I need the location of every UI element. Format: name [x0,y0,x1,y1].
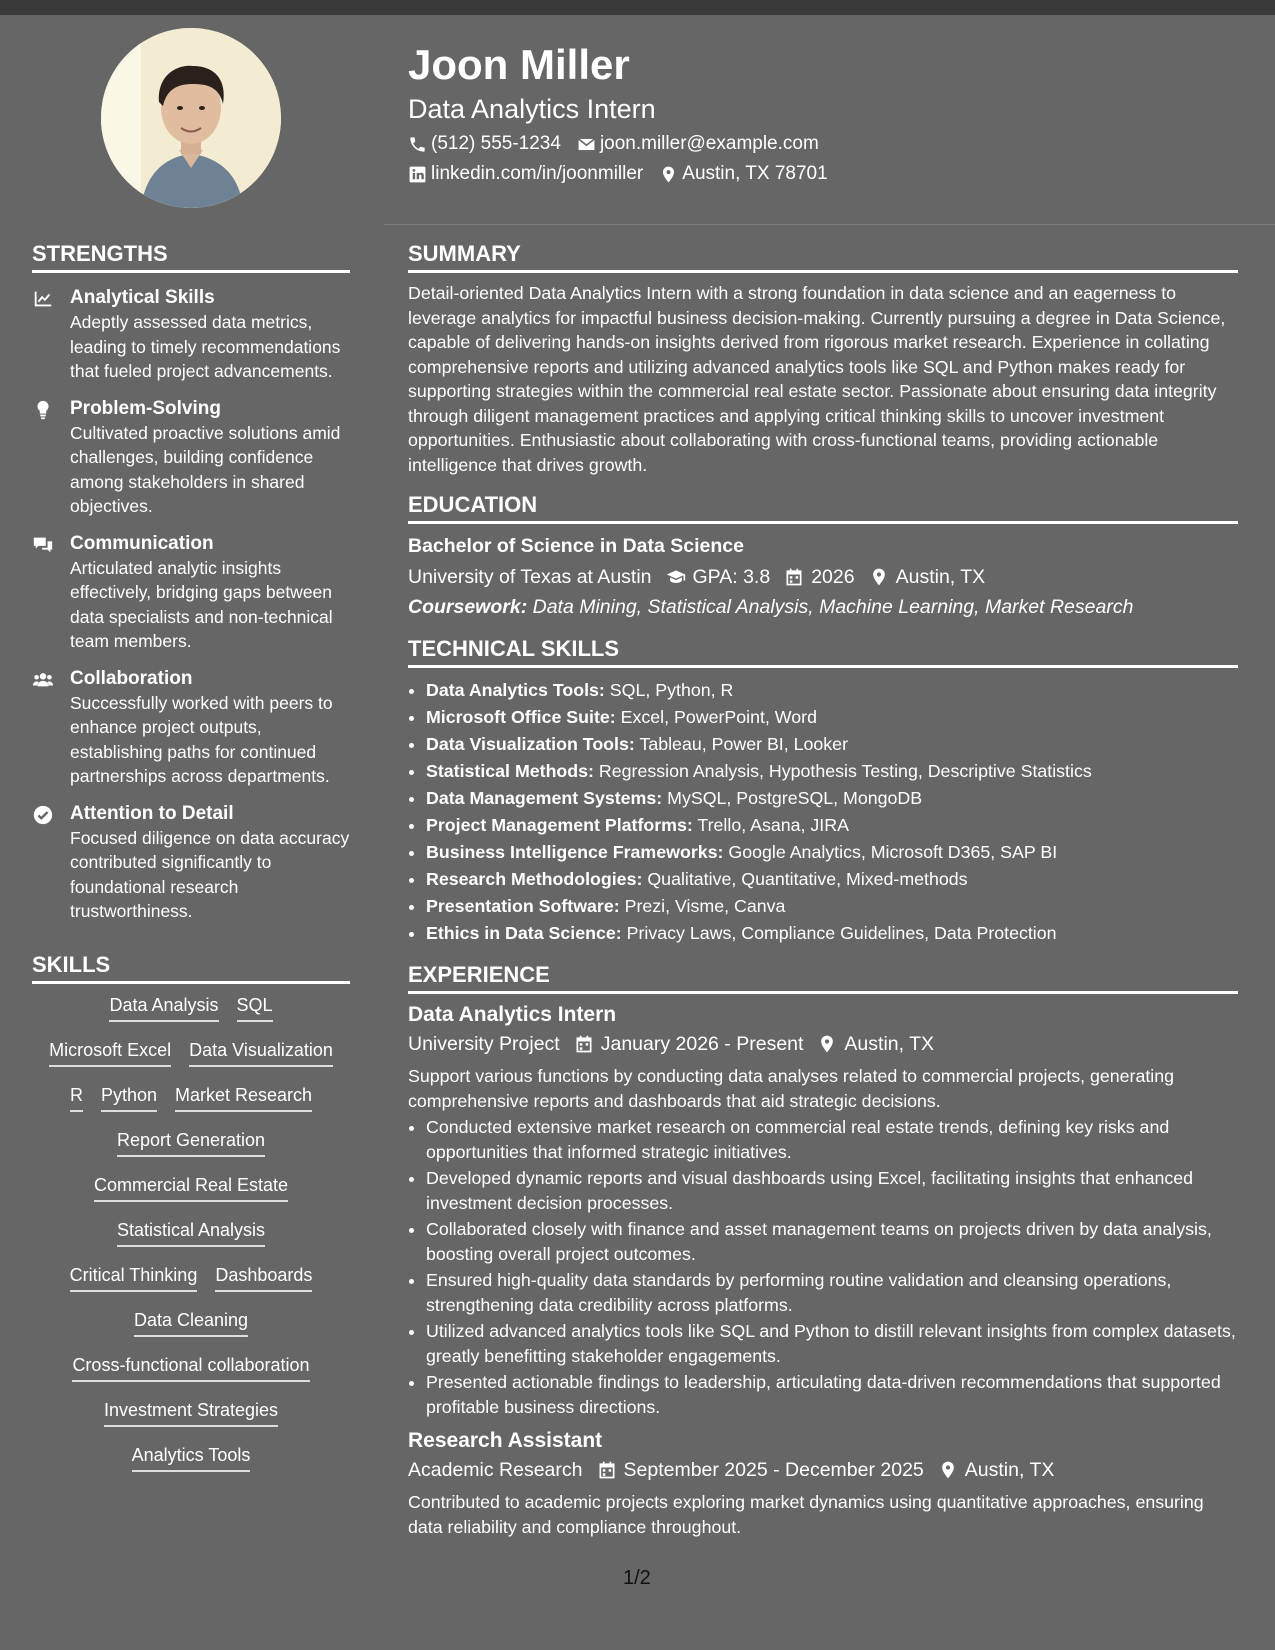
linkedin-icon [408,165,427,184]
strength-item [32,397,350,519]
tech-skill-label: Presentation Software: [426,896,620,916]
skill-tag: Report Generation [117,1128,265,1157]
strength-title: Problem-Solving [70,397,221,419]
skill-tag: Python [101,1083,157,1112]
strength-desc: Focused diligence on data accuracy contributed significantly to foundational research trustworthiness. [70,827,350,921]
calendar-icon [597,1460,617,1480]
job-title: Data Analytics Intern [408,1003,617,1026]
job-location: Austin, TX [844,1033,935,1055]
skill-tag: Market Research [175,1083,312,1112]
job-meta [408,1030,1238,1058]
job-bullets [408,1115,1238,1419]
skill-tag: SQL [237,993,273,1022]
skill-tag: Statistical Analysis [117,1218,265,1247]
tech-skill-label: Microsoft Office Suite: [426,707,616,727]
left-column [32,240,350,1488]
header-divider [384,224,1275,225]
tech-skill-label: Data Visualization Tools: [426,734,635,754]
tech-skill-item [426,812,1238,839]
tech-skill-value: SQL, Python, R [609,680,734,700]
linkedin-contact[interactable] [408,162,643,186]
skills-heading: SKILLS [32,951,350,984]
skill-tag: Analytics Tools [132,1443,251,1472]
contact-row-2 [408,162,1248,186]
coursework [408,593,1238,621]
job-entry [408,1427,1238,1539]
graduation-year: 2026 [811,566,855,588]
tech-skill-item [426,785,1238,812]
page-indicator: 1/2 [623,1567,651,1589]
job-bullet: • Developed dynamic reports and visual dashboards using Excel, facilitating insights that enhanced investment decision processes. [426,1166,1238,1215]
contact-row-1 [408,132,1248,156]
job-bullet: • Utilized advanced analytics tools like SQL and Python to distill relevant insights from complex datasets, greatly benefitting stakeholder engagements. [426,1319,1238,1368]
skill-line [32,1398,350,1443]
right-column [408,240,1238,1539]
graduation-cap-icon [666,567,686,587]
skill-tag: Investment Strategies [104,1398,278,1427]
tech-skill-item [426,839,1238,866]
tech-skill-item [426,758,1238,785]
job-dates: September 2025 - December 2025 [623,1459,924,1481]
tech-skill-label: Business Intelligence Frameworks: [426,842,724,862]
tech-skill-label: Research Methodologies: [426,869,643,889]
strength-desc: Cultivated proactive solutions amid challenges, building confidence among stakeholders in shared objectives. [70,422,341,516]
skill-tag: Data Cleaning [134,1308,248,1337]
calendar-icon [784,567,804,587]
skill-tag: Data Visualization [189,1038,333,1067]
gpa-text: GPA: 3.8 [692,566,771,588]
tech-skill-label: Data Analytics Tools: [426,680,605,700]
coursework-text: Data Mining, Statistical Analysis, Machine Learning, Market Research [532,596,1134,618]
education-meta [408,563,1238,591]
strength-title: Collaboration [70,667,193,689]
strength-desc: Articulated analytic insights effectively, bridging gaps between data specialists and non-technical team members. [70,557,333,651]
strength-title: Analytical Skills [70,287,215,308]
skill-line [32,1038,350,1083]
strength-title: Attention to Detail [70,802,234,824]
education-heading: EDUCATION [408,491,1238,524]
profile-photo [101,28,281,208]
comments-icon [32,534,54,556]
job-summary: Contributed to academic projects exploring market dynamics using quantitative approaches, ensuring data reliability and compliance throughout. [408,1492,1204,1537]
skill-tag: Dashboards [215,1263,312,1292]
map-pin-icon [938,1460,958,1480]
skill-tag: Data Analysis [109,993,218,1022]
job-entry [408,1001,1238,1419]
skill-tag: Cross-functional collaboration [72,1353,309,1382]
map-pin-icon [659,165,678,184]
skill-tag: Commercial Real Estate [94,1173,288,1202]
skill-line [32,993,350,1038]
summary-heading: SUMMARY [408,240,1238,273]
tech-skill-value: Excel, PowerPoint, Word [620,707,817,727]
degree-title: Bachelor of Science in Data Science [408,535,744,557]
school-name: University of Texas at Austin [408,566,652,588]
strength-item [32,532,350,654]
strengths-heading: STRENGTHS [32,240,350,273]
skill-tag: Microsoft Excel [49,1038,171,1067]
job-bullet: • Ensured high-quality data standards by performing routine validation and cleansing operations, strengthening data credibility across platforms. [426,1268,1238,1317]
envelope-icon [577,135,596,154]
map-pin-icon [817,1034,837,1054]
tech-skill-value: MySQL, PostgreSQL, MongoDB [667,788,923,808]
experience-heading: EXPERIENCE [408,961,1238,994]
skill-line [32,1173,350,1218]
job-dates: January 2026 - Present [600,1033,804,1055]
check-circle-icon [32,804,54,826]
email-contact[interactable] [577,132,819,156]
education-location: Austin, TX [895,566,986,588]
tech-skill-value: Privacy Laws, Compliance Guidelines, Data Protection [626,923,1057,943]
tech-skill-label: Project Management Platforms: [426,815,693,835]
phone-icon [408,135,427,154]
tech-skill-item [426,866,1238,893]
skill-line [32,1263,350,1308]
skill-tag: Critical Thinking [70,1263,198,1292]
tech-skill-label: Statistical Methods: [426,761,594,781]
tech-skill-value: Trello, Asana, JIRA [697,815,849,835]
skill-line [32,1218,350,1263]
tech-skill-item [426,704,1238,731]
strength-desc: Successfully worked with peers to enhance project outputs, establishing paths for continued partnerships across departments. [70,692,333,786]
calendar-icon [574,1034,594,1054]
email-text: joon.miller@example.com [599,133,819,154]
phone-contact[interactable] [408,132,561,156]
tech-skill-item [426,893,1238,920]
resume-page [0,15,1275,1650]
skill-line [32,1083,350,1128]
tech-skill-value: Qualitative, Quantitative, Mixed-methods [647,869,968,889]
strength-desc: Adeptly assessed data metrics, leading to timely recommendations that fueled project advancements. [70,312,341,381]
job-title: Research Assistant [408,1429,603,1452]
tech-skill-item [426,731,1238,758]
job-org: Academic Research [408,1459,583,1481]
job-meta [408,1456,1238,1484]
linkedin-text: linkedin.com/in/joonmiller [431,163,644,184]
tech-skill-label: Ethics in Data Science: [426,923,622,943]
tech-skill-item [426,920,1238,947]
skill-line [32,1308,350,1353]
lightbulb-icon [32,399,54,421]
map-pin-icon [869,567,889,587]
tech-skill-item [426,677,1238,704]
tech-skill-value: Tableau, Power BI, Looker [639,734,848,754]
skill-line [32,1128,350,1173]
job-summary: Support various functions by conducting data analyses related to commercial projects, generating comprehensive reports and dashboards that aid strategic decisions. [408,1066,1175,1111]
location-contact [659,162,827,186]
technical-skills-heading: TECHNICAL SKILLS [408,635,1238,668]
strength-item [32,802,350,924]
strength-item [32,667,350,789]
skill-line [32,1353,350,1398]
strength-item [32,286,350,384]
top-bar [0,0,1275,15]
tech-skill-value: Google Analytics, Microsoft D365, SAP BI [728,842,1058,862]
job-bullet: • Conducted extensive market research on commercial real estate trends, defining key risks and opportunities that informed strategic initiatives. [426,1115,1238,1164]
candidate-name: Joon Miller [408,41,630,88]
users-icon [32,669,54,691]
technical-skills-list [408,677,1238,947]
job-bullet: • Presented actionable findings to leadership, articulating data-driven recommendations that supported profitable business directions. [426,1370,1238,1419]
job-org: University Project [408,1033,560,1055]
skill-tag: R [70,1083,83,1112]
tech-skill-value: Prezi, Visme, Canva [624,896,786,916]
candidate-title: Data Analytics Intern [408,94,656,124]
strength-title: Communication [70,532,214,554]
location-text: Austin, TX 78701 [682,163,828,184]
tech-skill-value: Regression Analysis, Hypothesis Testing, Descriptive Statistics [598,761,1092,781]
summary-text: Detail-oriented Data Analytics Intern with a strong foundation in data science and an eagerness to leverage analytics for impactful business decision-making. Currently pursuing a degree in Data Science, capable of delivering hands-on insights derived from rigorous market research. Experience in collating comprehensive reports and utilizing advanced analytics tools like SQL and Python makes ready for supporting strategies within the commercial real estate sector. Passionate about ensuring data integrity through diligent management practices and applying critical thinking skills to uncover investment opportunities. Enthusiastic about collaborating with cross-functional teams, providing actionable intelligence that drives growth. [408,283,1226,475]
skill-line [32,1443,350,1488]
job-bullet: • Collaborated closely with finance and asset management teams on projects driven by data analysis, boosting overall project outcomes. [426,1217,1238,1266]
tech-skill-label: Data Management Systems: [426,788,663,808]
job-location: Austin, TX [964,1459,1055,1481]
phone-text: (512) 555-1234 [431,133,561,154]
resume-header [408,40,1248,186]
coursework-label: Coursework: [408,596,528,618]
chart-line-icon [32,288,54,310]
skills-list [32,993,350,1488]
